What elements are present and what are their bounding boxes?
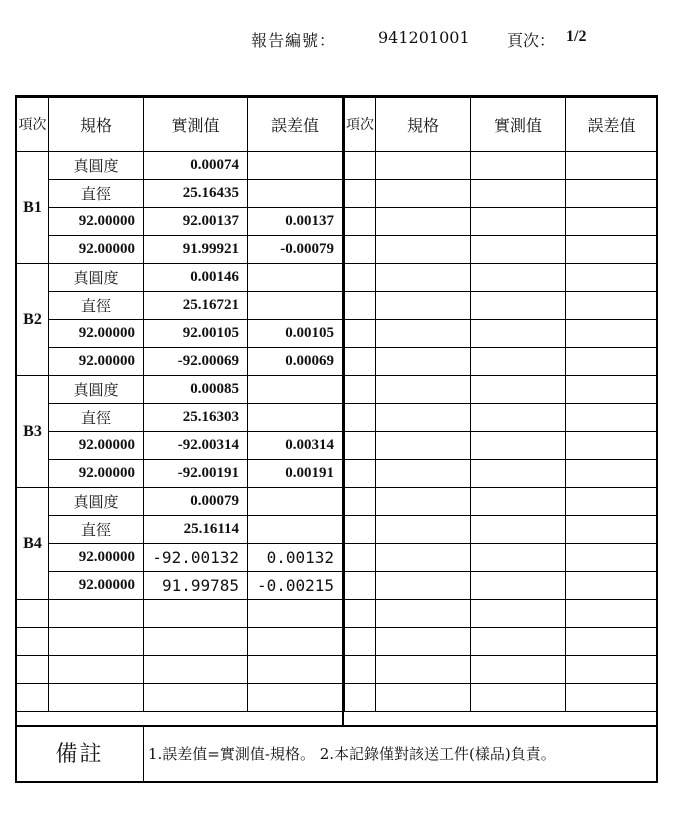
empty-row — [345, 600, 658, 628]
page-label: 頁次： — [507, 31, 556, 50]
measured-cell: 0.00074 — [144, 152, 248, 180]
empty-cell — [376, 236, 471, 264]
empty-row — [345, 208, 658, 236]
measured-cell: 25.16303 — [144, 404, 248, 432]
table-row — [17, 264, 343, 292]
empty-row — [345, 152, 658, 180]
empty-cell — [471, 292, 566, 320]
empty-cell — [376, 628, 471, 656]
empty-cell — [144, 628, 248, 656]
error-cell — [248, 516, 343, 544]
empty-cell — [471, 404, 566, 432]
empty-cell — [144, 600, 248, 628]
spec-cell: 92.00000 — [49, 460, 144, 488]
measured-column-header: 實測值 — [144, 98, 248, 152]
measured-cell: 91.99785 — [144, 572, 248, 600]
empty-cell — [376, 572, 471, 600]
empty-cell — [17, 684, 49, 712]
empty-cell — [471, 684, 566, 712]
empty-cell — [376, 348, 471, 376]
empty-cell — [376, 152, 471, 180]
empty-cell — [345, 404, 376, 432]
empty-row — [345, 628, 658, 656]
empty-row — [345, 656, 658, 684]
empty-cell — [566, 264, 658, 292]
empty-cell — [345, 348, 376, 376]
error-cell: 0.00314 — [248, 432, 343, 460]
empty-cell — [471, 600, 566, 628]
measured-cell: -92.00191 — [144, 460, 248, 488]
measured-cell: 0.00146 — [144, 264, 248, 292]
empty-cell — [566, 656, 658, 684]
measured-cell: 92.00105 — [144, 320, 248, 348]
empty-cell — [345, 628, 376, 656]
error-cell: 0.00132 — [248, 544, 343, 572]
table-row — [17, 208, 343, 236]
error-cell — [248, 292, 343, 320]
empty-cell — [49, 600, 144, 628]
measured-cell: 0.00085 — [144, 376, 248, 404]
error-cell: 0.00069 — [248, 348, 343, 376]
empty-cell — [471, 152, 566, 180]
empty-cell — [345, 516, 376, 544]
spec-cell: 92.00000 — [49, 236, 144, 264]
spec-column-header: 規格 — [49, 98, 144, 152]
empty-cell — [376, 460, 471, 488]
empty-cell — [566, 684, 658, 712]
error-cell — [248, 264, 343, 292]
empty-cell — [248, 656, 343, 684]
empty-cell — [345, 432, 376, 460]
spec-cell: 92.00000 — [49, 348, 144, 376]
empty-row — [345, 544, 658, 572]
measured-cell: 0.00079 — [144, 488, 248, 516]
measured-cell: 25.16721 — [144, 292, 248, 320]
measured-cell: -92.00132 — [144, 544, 248, 572]
empty-row — [345, 516, 658, 544]
item-cell: B1 — [17, 152, 49, 264]
empty-row — [345, 684, 658, 712]
empty-cell — [566, 404, 658, 432]
empty-cell — [345, 572, 376, 600]
empty-cell — [471, 264, 566, 292]
spec-cell: 92.00000 — [49, 544, 144, 572]
empty-cell — [566, 208, 658, 236]
spec-cell: 92.00000 — [49, 432, 144, 460]
empty-cell — [345, 180, 376, 208]
empty-cell — [144, 684, 248, 712]
empty-cell — [376, 376, 471, 404]
empty-cell — [345, 236, 376, 264]
measured-cell: -92.00069 — [144, 348, 248, 376]
empty-cell — [471, 516, 566, 544]
measured-column-header: 實測值 — [471, 98, 566, 152]
empty-cell — [144, 656, 248, 684]
remarks-label: 備註 — [16, 727, 144, 782]
spec-cell: 92.00000 — [49, 320, 144, 348]
table-row — [17, 516, 343, 544]
empty-cell — [17, 628, 49, 656]
error-cell: 0.00191 — [248, 460, 343, 488]
table-row — [17, 404, 343, 432]
error-cell — [248, 180, 343, 208]
empty-row — [17, 684, 343, 712]
empty-cell — [471, 320, 566, 348]
error-column-header: 誤差值 — [248, 98, 343, 152]
table-row — [17, 432, 343, 460]
empty-row — [345, 376, 658, 404]
empty-cell — [471, 376, 566, 404]
table-row — [17, 488, 343, 516]
table-row — [17, 572, 343, 600]
empty-cell — [566, 600, 658, 628]
empty-cell — [566, 152, 658, 180]
empty-cell — [471, 628, 566, 656]
empty-row — [345, 460, 658, 488]
empty-cell — [566, 236, 658, 264]
item-cell: B4 — [17, 488, 49, 600]
empty-cell — [345, 656, 376, 684]
spec-cell: 92.00000 — [49, 572, 144, 600]
table-row — [17, 320, 343, 348]
empty-cell — [345, 684, 376, 712]
empty-cell — [376, 292, 471, 320]
empty-cell — [566, 544, 658, 572]
empty-row — [345, 236, 658, 264]
empty-cell — [566, 488, 658, 516]
measured-cell: 91.99921 — [144, 236, 248, 264]
empty-cell — [49, 628, 144, 656]
table-row — [17, 376, 343, 404]
empty-cell — [376, 320, 471, 348]
empty-cell — [345, 320, 376, 348]
empty-row — [345, 264, 658, 292]
spec-cell: 直徑 — [49, 404, 144, 432]
spec-column-header: 規格 — [376, 98, 471, 152]
empty-cell — [345, 264, 376, 292]
measured-cell: -92.00314 — [144, 432, 248, 460]
report-header — [0, 28, 683, 50]
empty-cell — [376, 264, 471, 292]
table-row — [17, 544, 343, 572]
remarks-row — [16, 725, 657, 782]
empty-cell — [566, 376, 658, 404]
spec-cell: 直徑 — [49, 516, 144, 544]
empty-row — [17, 656, 343, 684]
error-cell — [248, 488, 343, 516]
spec-cell: 真圓度 — [49, 376, 144, 404]
empty-row — [345, 292, 658, 320]
empty-row — [17, 600, 343, 628]
empty-row — [17, 628, 343, 656]
empty-row — [345, 488, 658, 516]
empty-cell — [566, 572, 658, 600]
empty-row — [345, 404, 658, 432]
empty-cell — [345, 488, 376, 516]
empty-cell — [471, 544, 566, 572]
table-header-row — [17, 98, 343, 152]
empty-cell — [376, 180, 471, 208]
empty-cell — [49, 656, 144, 684]
spec-cell: 真圓度 — [49, 152, 144, 180]
measurement-table-left — [16, 97, 343, 712]
empty-cell — [566, 320, 658, 348]
spec-cell: 92.00000 — [49, 208, 144, 236]
empty-cell — [345, 208, 376, 236]
empty-cell — [566, 348, 658, 376]
empty-row — [345, 348, 658, 376]
empty-cell — [345, 600, 376, 628]
error-cell — [248, 404, 343, 432]
spec-cell: 直徑 — [49, 292, 144, 320]
empty-cell — [345, 376, 376, 404]
empty-cell — [471, 180, 566, 208]
table-row — [17, 236, 343, 264]
empty-cell — [471, 460, 566, 488]
table-row — [17, 180, 343, 208]
error-cell: 0.00137 — [248, 208, 343, 236]
table-row — [17, 152, 343, 180]
error-cell — [248, 152, 343, 180]
empty-cell — [471, 572, 566, 600]
empty-cell — [566, 460, 658, 488]
table-header-row — [345, 98, 658, 152]
empty-cell — [566, 292, 658, 320]
empty-cell — [248, 628, 343, 656]
table-row — [17, 460, 343, 488]
empty-cell — [345, 544, 376, 572]
empty-cell — [376, 544, 471, 572]
empty-cell — [376, 488, 471, 516]
empty-row — [345, 572, 658, 600]
page-number: 1/2 — [566, 28, 587, 45]
spec-cell: 直徑 — [49, 180, 144, 208]
empty-cell — [566, 628, 658, 656]
empty-cell — [248, 684, 343, 712]
empty-cell — [49, 684, 144, 712]
empty-cell — [376, 656, 471, 684]
item-column-header: 項次 — [345, 98, 376, 152]
empty-cell — [376, 600, 471, 628]
empty-cell — [471, 348, 566, 376]
empty-cell — [376, 208, 471, 236]
empty-cell — [471, 432, 566, 460]
item-cell: B2 — [17, 264, 49, 376]
item-cell: B3 — [17, 376, 49, 488]
empty-cell — [17, 656, 49, 684]
empty-row — [345, 432, 658, 460]
empty-cell — [376, 432, 471, 460]
error-cell: 0.00105 — [248, 320, 343, 348]
empty-row — [345, 320, 658, 348]
error-cell: -0.00079 — [248, 236, 343, 264]
empty-cell — [566, 180, 658, 208]
empty-cell — [566, 516, 658, 544]
remarks-text: 1.誤差值=實測值-規格。 2.本記錄僅對該送工件(樣品)負責。 — [148, 745, 556, 763]
empty-cell — [17, 600, 49, 628]
empty-cell — [345, 460, 376, 488]
empty-cell — [471, 656, 566, 684]
error-column-header: 誤差值 — [566, 98, 658, 152]
report-number-label: 報告編號： — [251, 31, 337, 50]
error-cell: -0.00215 — [248, 572, 343, 600]
empty-cell — [471, 236, 566, 264]
report-number: 941201001 — [378, 28, 470, 47]
empty-cell — [345, 292, 376, 320]
empty-row — [345, 180, 658, 208]
spec-cell: 真圓度 — [49, 488, 144, 516]
measurement-table-right — [344, 97, 658, 712]
empty-cell — [248, 600, 343, 628]
empty-cell — [345, 152, 376, 180]
spec-cell: 真圓度 — [49, 264, 144, 292]
empty-cell — [376, 404, 471, 432]
measured-cell: 25.16114 — [144, 516, 248, 544]
error-cell — [248, 376, 343, 404]
empty-cell — [376, 516, 471, 544]
measured-cell: 92.00137 — [144, 208, 248, 236]
empty-cell — [376, 684, 471, 712]
table-row — [17, 292, 343, 320]
measured-cell: 25.16435 — [144, 180, 248, 208]
empty-cell — [471, 208, 566, 236]
empty-cell — [566, 432, 658, 460]
item-column-header: 項次 — [17, 98, 49, 152]
empty-cell — [471, 488, 566, 516]
table-row — [17, 348, 343, 376]
